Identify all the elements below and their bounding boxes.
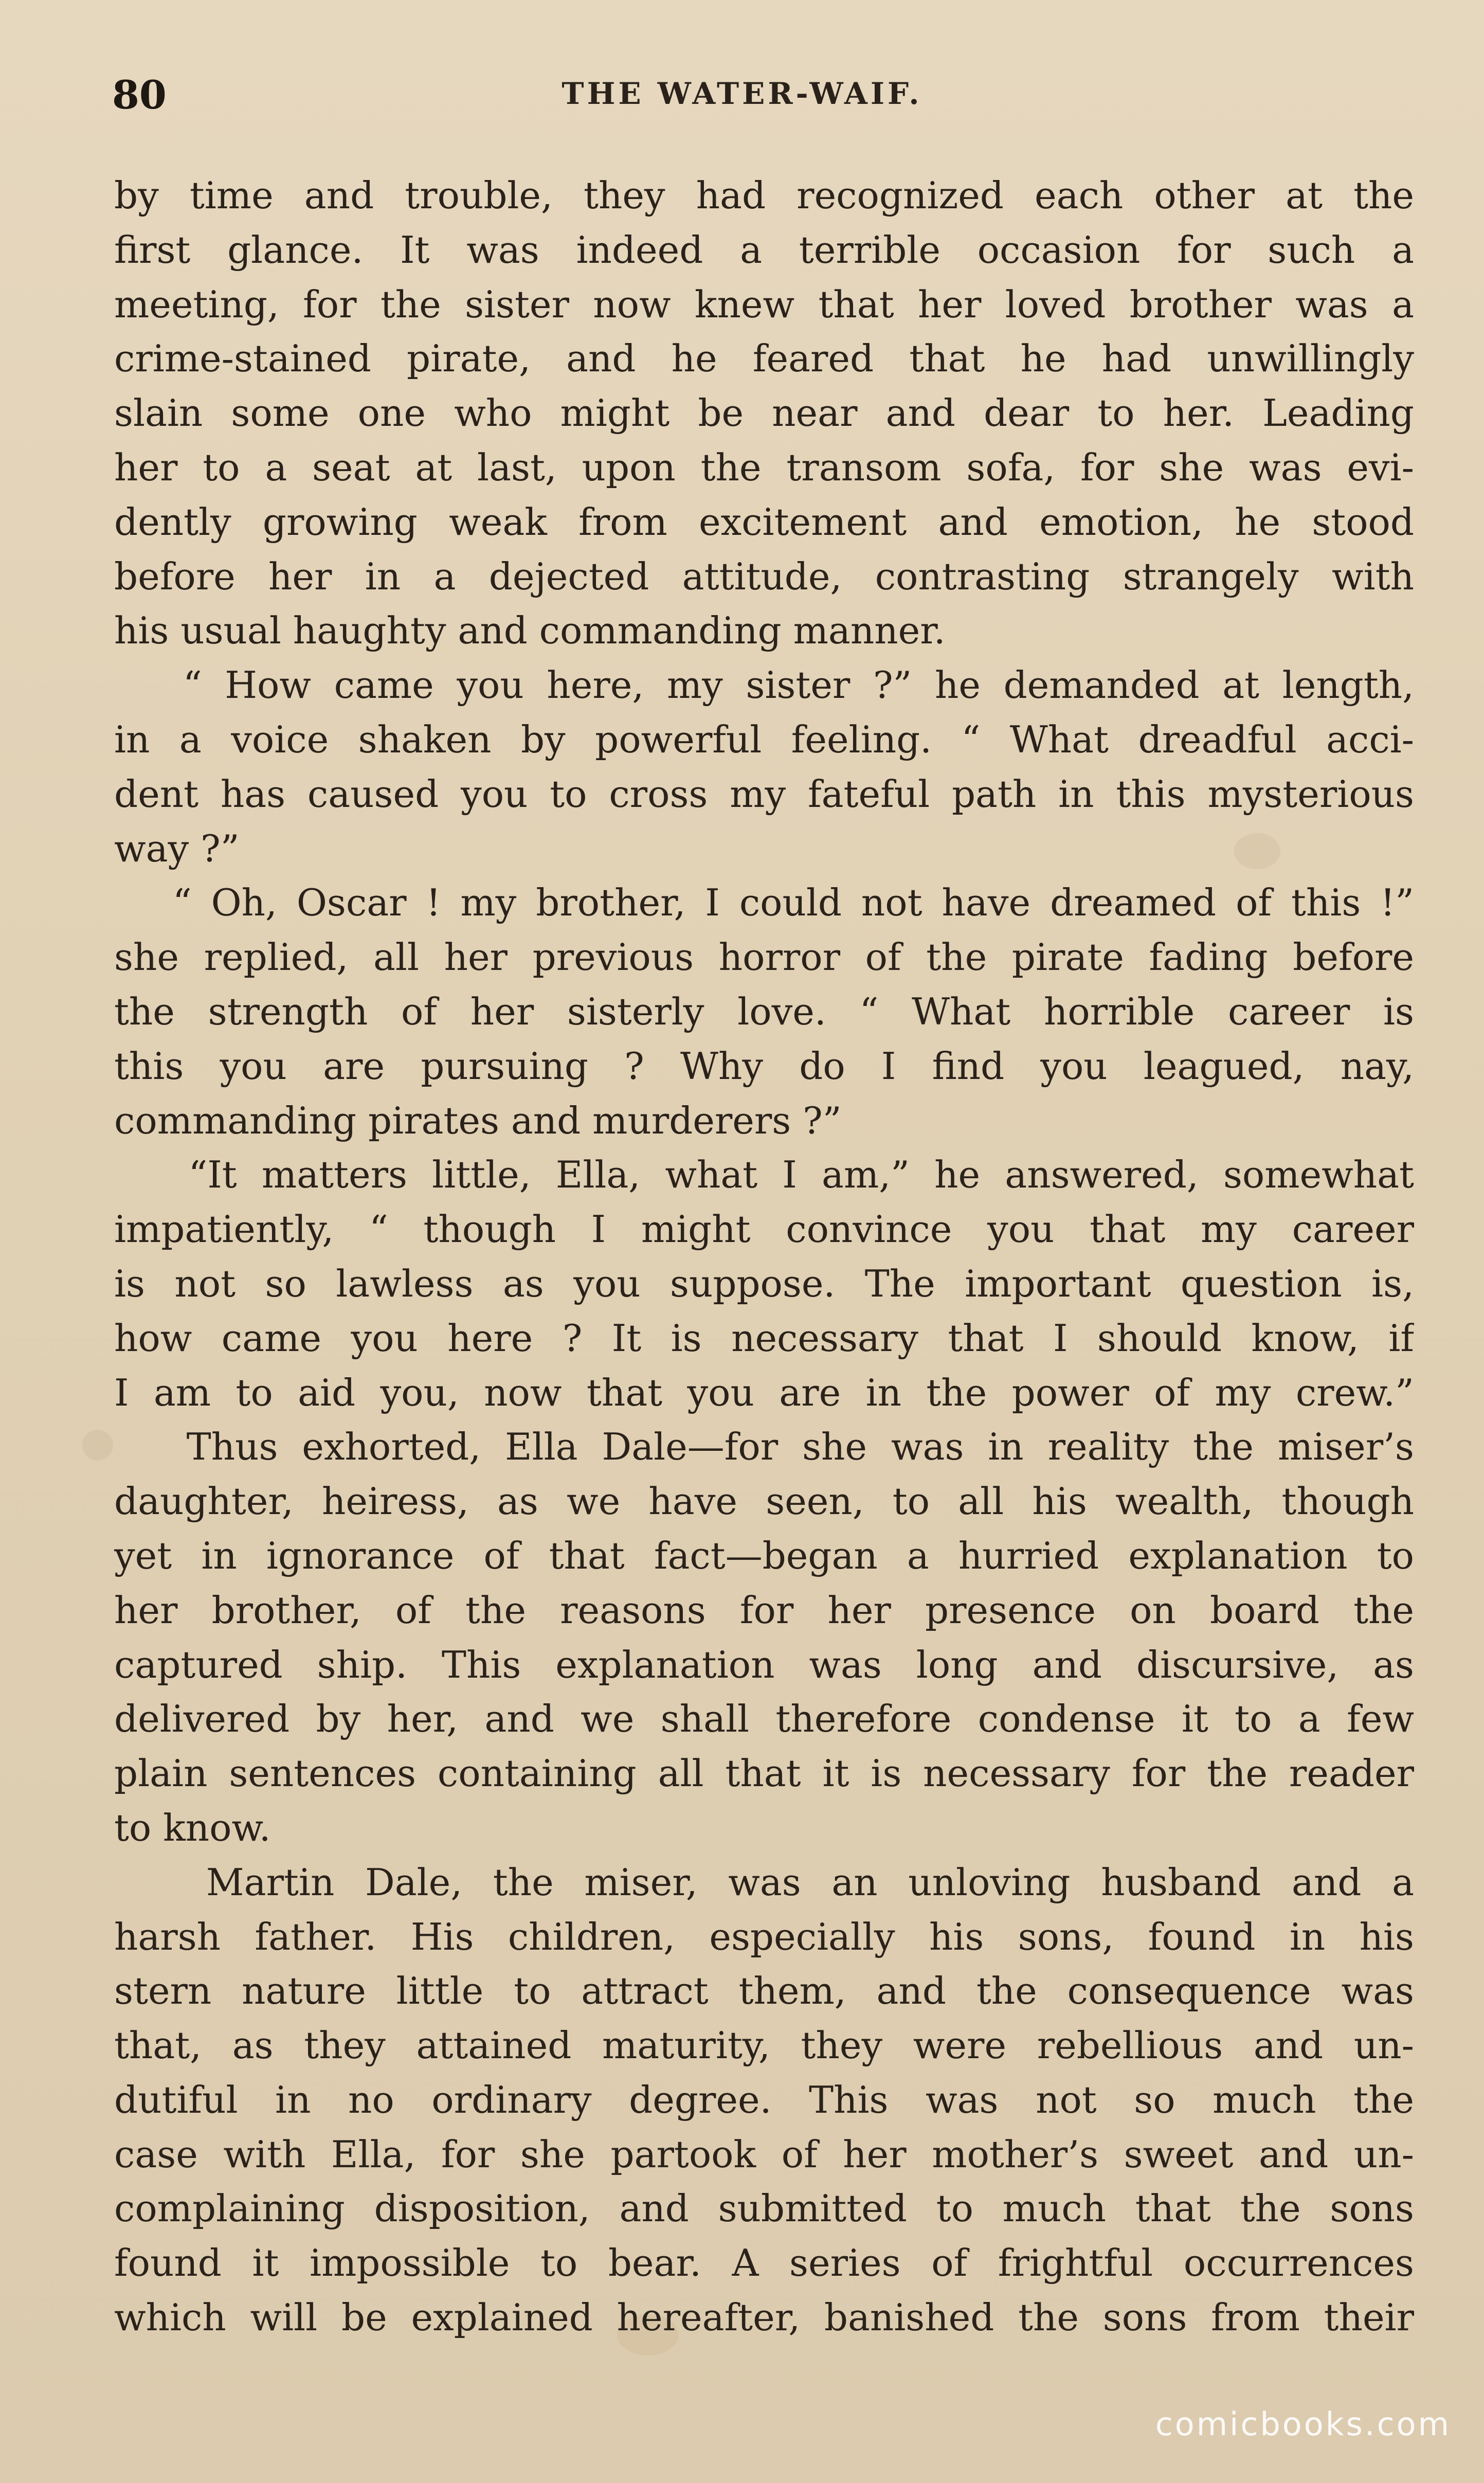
text-line: is not so lawless as you suppose. The important question is,	[114, 1262, 1414, 1305]
text-line: “It matters little, Ella, what I am,” he answered, somewhat	[114, 1153, 1414, 1197]
text-line: slain some one who might be near and dear to her. Leading	[114, 391, 1414, 435]
text-line: “ Oh, Oscar ! my brother, I could not have dreamed of this !”	[114, 881, 1414, 925]
text-line: that, as they attained maturity, they were rebellious and un-	[114, 2024, 1414, 2067]
text-line: before her in a dejected attitude, contrasting strangely with	[114, 554, 1414, 598]
text-line: dutiful in no ordinary degree. This was not so much the	[114, 2078, 1414, 2121]
watermark: comicbooks.com	[1155, 2405, 1451, 2443]
text-line: yet in ignorance of that fact—began a hurried explanation to	[114, 1534, 1414, 1577]
text-line: plain sentences containing all that it is necessary for the reader	[114, 1752, 1414, 1795]
text-line: by time and trouble, they had recognized each other at the	[114, 174, 1414, 217]
text-line: her brother, of the reasons for her presence on board the	[114, 1588, 1414, 1632]
body-text	[114, 169, 1414, 2345]
text-line: complaining disposition, and submitted to much that the sons	[114, 2187, 1414, 2230]
text-line: the strength of her sisterly love. “ What horrible career is	[114, 989, 1414, 1033]
text-line: impatiently, “ though I might convince you that my career	[114, 1208, 1414, 1251]
text-line: commanding pirates and murderers ?”	[114, 1099, 842, 1142]
text-line: which will be explained hereafter, banished the sons from their	[114, 2296, 1414, 2340]
text-line: she replied, all her previous horror of the pirate fading before	[114, 935, 1414, 979]
paper-stain	[82, 1430, 113, 1461]
text-line: how came you here ? It is necessary that I should know, if	[114, 1316, 1414, 1360]
text-line: to know.	[114, 1806, 271, 1849]
page-header	[0, 72, 1484, 118]
text-line: this you are pursuing ? Why do I find you leagued, nay,	[114, 1044, 1414, 1088]
text-line: first glance. It was indeed a terrible occasion for such a	[114, 228, 1414, 272]
page-number: 80	[112, 72, 167, 118]
text-line: harsh father. His children, especially his sons, found in his	[114, 1915, 1414, 1958]
text-line: daughter, heiress, as we have seen, to all his wealth, though	[114, 1480, 1414, 1523]
text-line: captured ship. This explanation was long and discursive, as	[114, 1643, 1414, 1686]
text-line: delivered by her, and we shall therefore condense it to a few	[114, 1697, 1414, 1741]
text-line: Martin Dale, the miser, was an unloving husband and a	[114, 1860, 1414, 1904]
text-line: way ?”	[114, 826, 240, 870]
text-line: stern nature little to attract them, and the consequence was	[114, 1969, 1414, 2013]
text-line: “ How came you here, my sister ?” he demanded at length,	[114, 663, 1414, 707]
text-line: her to a seat at last, upon the transom sofa, for she was evi-	[114, 445, 1414, 489]
text-line: dent has caused you to cross my fateful path in this mysterious	[114, 772, 1414, 816]
text-line: I am to aid you, now that you are in the power of my crew.”	[114, 1371, 1414, 1414]
text-line: found it impossible to bear. A series of frightful occurrences	[114, 2241, 1414, 2285]
text-line: meeting, for the sister now knew that her loved brother was a	[114, 282, 1414, 326]
text-line: crime-stained pirate, and he feared that he had unwillingly	[114, 337, 1414, 381]
text-line: dently growing weak from excitement and emotion, he stood	[114, 500, 1414, 544]
text-line: case with Ella, for she partook of her mother’s sweet and un-	[114, 2132, 1414, 2176]
text-line: Thus exhorted, Ella Dale—for she was in reality the miser’s	[114, 1425, 1414, 1469]
running-title: THE WATER-WAIF.	[562, 76, 922, 111]
text-line: his usual haughty and commanding manner.	[114, 609, 946, 653]
text-line: in a voice shaken by powerful feeling. “ What dreadful acci-	[114, 717, 1414, 761]
